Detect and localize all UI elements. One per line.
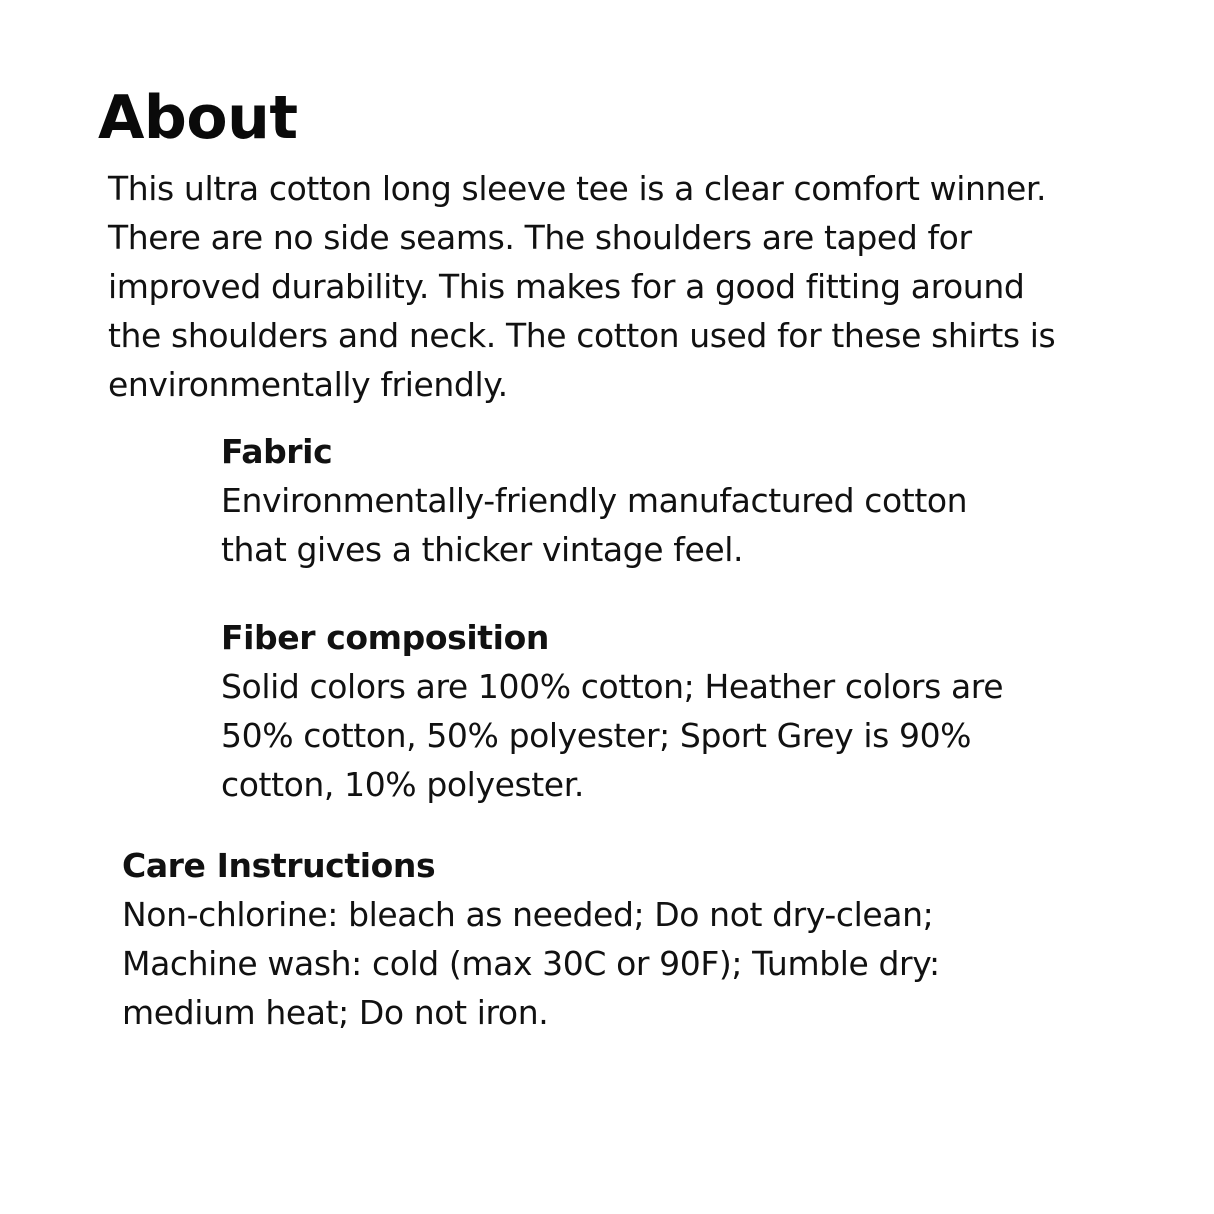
care-instructions-section [122, 841, 1162, 1037]
fabric-section [221, 427, 1181, 574]
care-instructions-heading: Care Instructions [122, 846, 436, 885]
care-instructions-text: Non-chlorine: bleach as needed; Do not dry-clean; Machine wash: cold (max 30C or 90F); Tumble dry: medium heat; Do not iron. [122, 895, 940, 1032]
fabric-text: Environmentally-friendly manufactured cotton that gives a thicker vintage feel. [221, 481, 968, 569]
fiber-composition-heading: Fiber composition [221, 618, 549, 657]
fiber-composition-section [221, 613, 1181, 809]
fiber-composition-text: Solid colors are 100% cotton; Heather colors are 50% cotton, 50% polyester; Sport Grey is 90% cotton, 10% polyester. [221, 667, 1004, 804]
page-title: About [98, 83, 298, 153]
fabric-heading: Fabric [221, 432, 333, 471]
intro-paragraph: This ultra cotton long sleeve tee is a clear comfort winner. There are no side seams. The shoulders are taped for improved durability. This makes for a good fitting around the shoulders and neck. The cotton used for these shirts is environmentally friendly. [108, 169, 1056, 404]
